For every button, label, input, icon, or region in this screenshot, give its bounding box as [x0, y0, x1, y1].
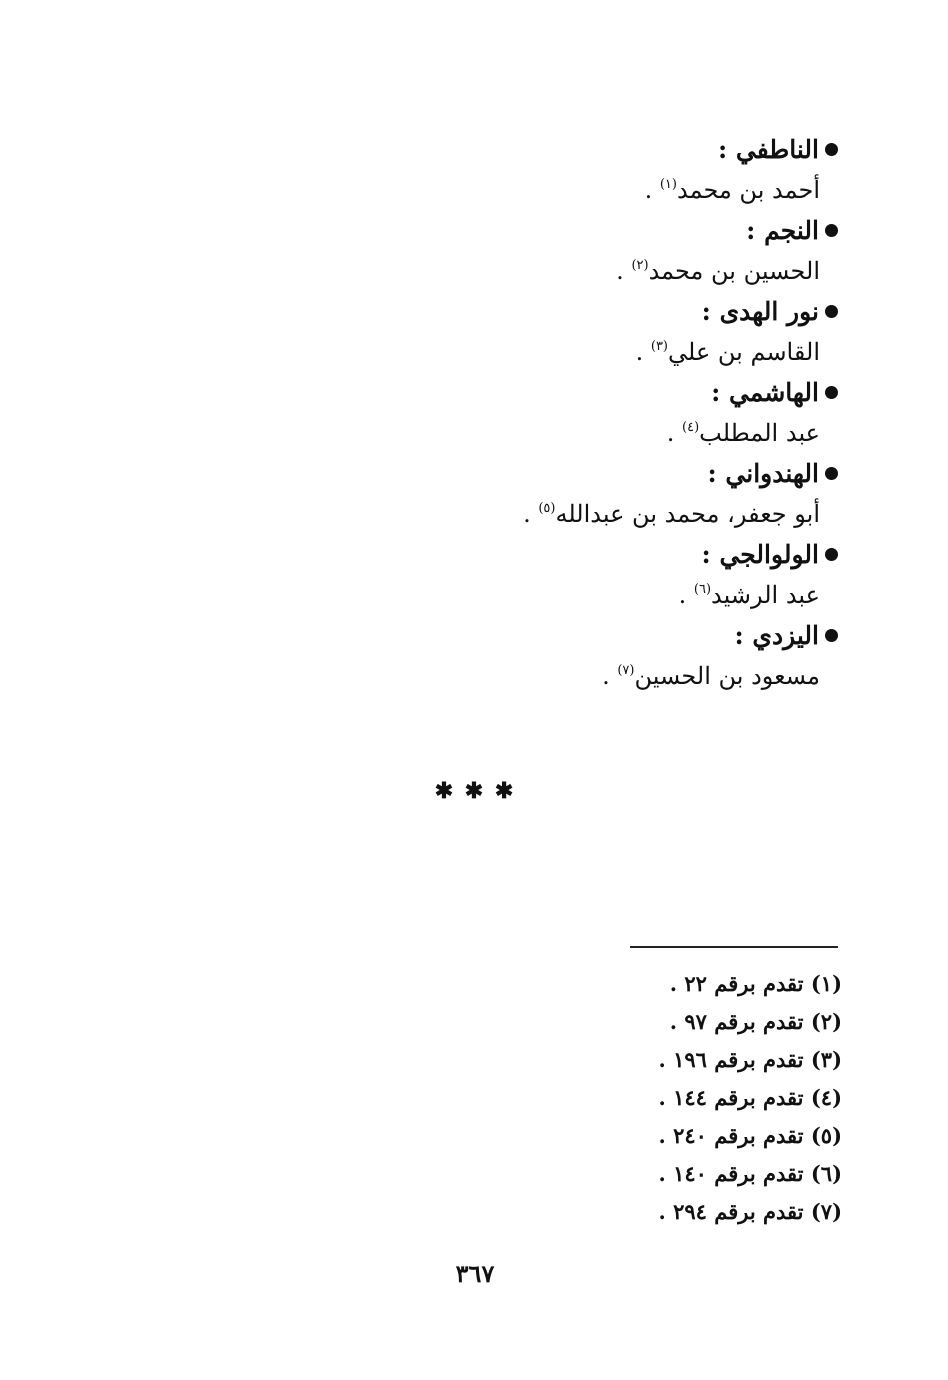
entry-heading: نور الهدى : [701, 297, 819, 326]
footnote: (٣) تقدم برقم ١٩٦ . [658, 1047, 842, 1072]
footnote-ref[interactable]: (٢) [631, 258, 649, 273]
footnote: (٥) تقدم برقم ٢٤٠ . [658, 1123, 842, 1148]
entry-heading: الهندواني : [707, 459, 819, 488]
entry: الهاشمي : عبد المطلب$^{(٤)}$ . [318, 373, 838, 454]
bullet-icon [825, 467, 838, 480]
entry-value: أحمد بن محمد [676, 176, 820, 204]
bullet-icon [825, 548, 838, 561]
footnote-ref[interactable]: (٥) [538, 501, 556, 516]
entry-heading: الولوالجي : [701, 540, 819, 569]
bullet-icon [825, 224, 838, 237]
entry-value: عبد المطلب [699, 419, 820, 447]
entry-value: القاسم بن علي [668, 338, 820, 366]
entry: النجم : الحسين بن محمد$^{(٢)}$ . [318, 211, 838, 292]
footnote: (٧) تقدم برقم ٢٩٤ . [658, 1199, 842, 1224]
footnote-divider [630, 946, 838, 948]
entry-value: مسعود بن الحسين [634, 662, 820, 690]
footnote: (١) تقدم برقم ٢٢ . [669, 971, 842, 996]
entry: الهندواني : أبو جعفر، محمد بن عبدالله$^{(٥)}$ . [318, 454, 838, 535]
entry: نور الهدى : القاسم بن علي$^{(٣)}$ . [318, 292, 838, 373]
section-separator: ✱ ✱ ✱ [434, 778, 516, 804]
footnote-ref[interactable]: (٧) [617, 663, 635, 678]
entry: اليزدي : مسعود بن الحسين$^{(٧)}$ . [318, 616, 838, 697]
footnote-ref[interactable]: (٤) [682, 420, 700, 435]
entry-heading: النجم : [746, 216, 819, 245]
footnote-list [582, 965, 842, 1231]
entry-value: الحسين بن محمد [648, 257, 820, 285]
footnote-ref[interactable]: (١) [659, 177, 677, 192]
entry: الولوالجي : عبد الرشيد$^{(٦)}$ . [318, 535, 838, 616]
entry-value: عبد الرشيد [711, 581, 820, 609]
entry-heading: الهاشمي : [711, 378, 819, 407]
footnote: (٤) تقدم برقم ١٤٤ . [658, 1085, 842, 1110]
entry-list [318, 130, 838, 697]
page-number: ٣٦٧ [455, 1259, 495, 1288]
bullet-icon [825, 386, 838, 399]
bullet-icon [825, 629, 838, 642]
entry-heading: اليزدي : [734, 621, 819, 650]
footnote: (٦) تقدم برقم ١٤٠ . [658, 1161, 842, 1186]
footnote: (٢) تقدم برقم ٩٧ . [669, 1009, 842, 1034]
bullet-icon [825, 305, 838, 318]
footnote-ref[interactable]: (٣) [650, 339, 668, 354]
entry: الناطفي : أحمد بن محمد$^{(١)}$ . [318, 130, 838, 211]
bullet-icon [825, 143, 838, 156]
entry-value: أبو جعفر، محمد بن عبدالله [555, 500, 820, 528]
footnote-ref[interactable]: (٦) [693, 582, 712, 597]
entry-heading: الناطفي : [717, 135, 819, 164]
